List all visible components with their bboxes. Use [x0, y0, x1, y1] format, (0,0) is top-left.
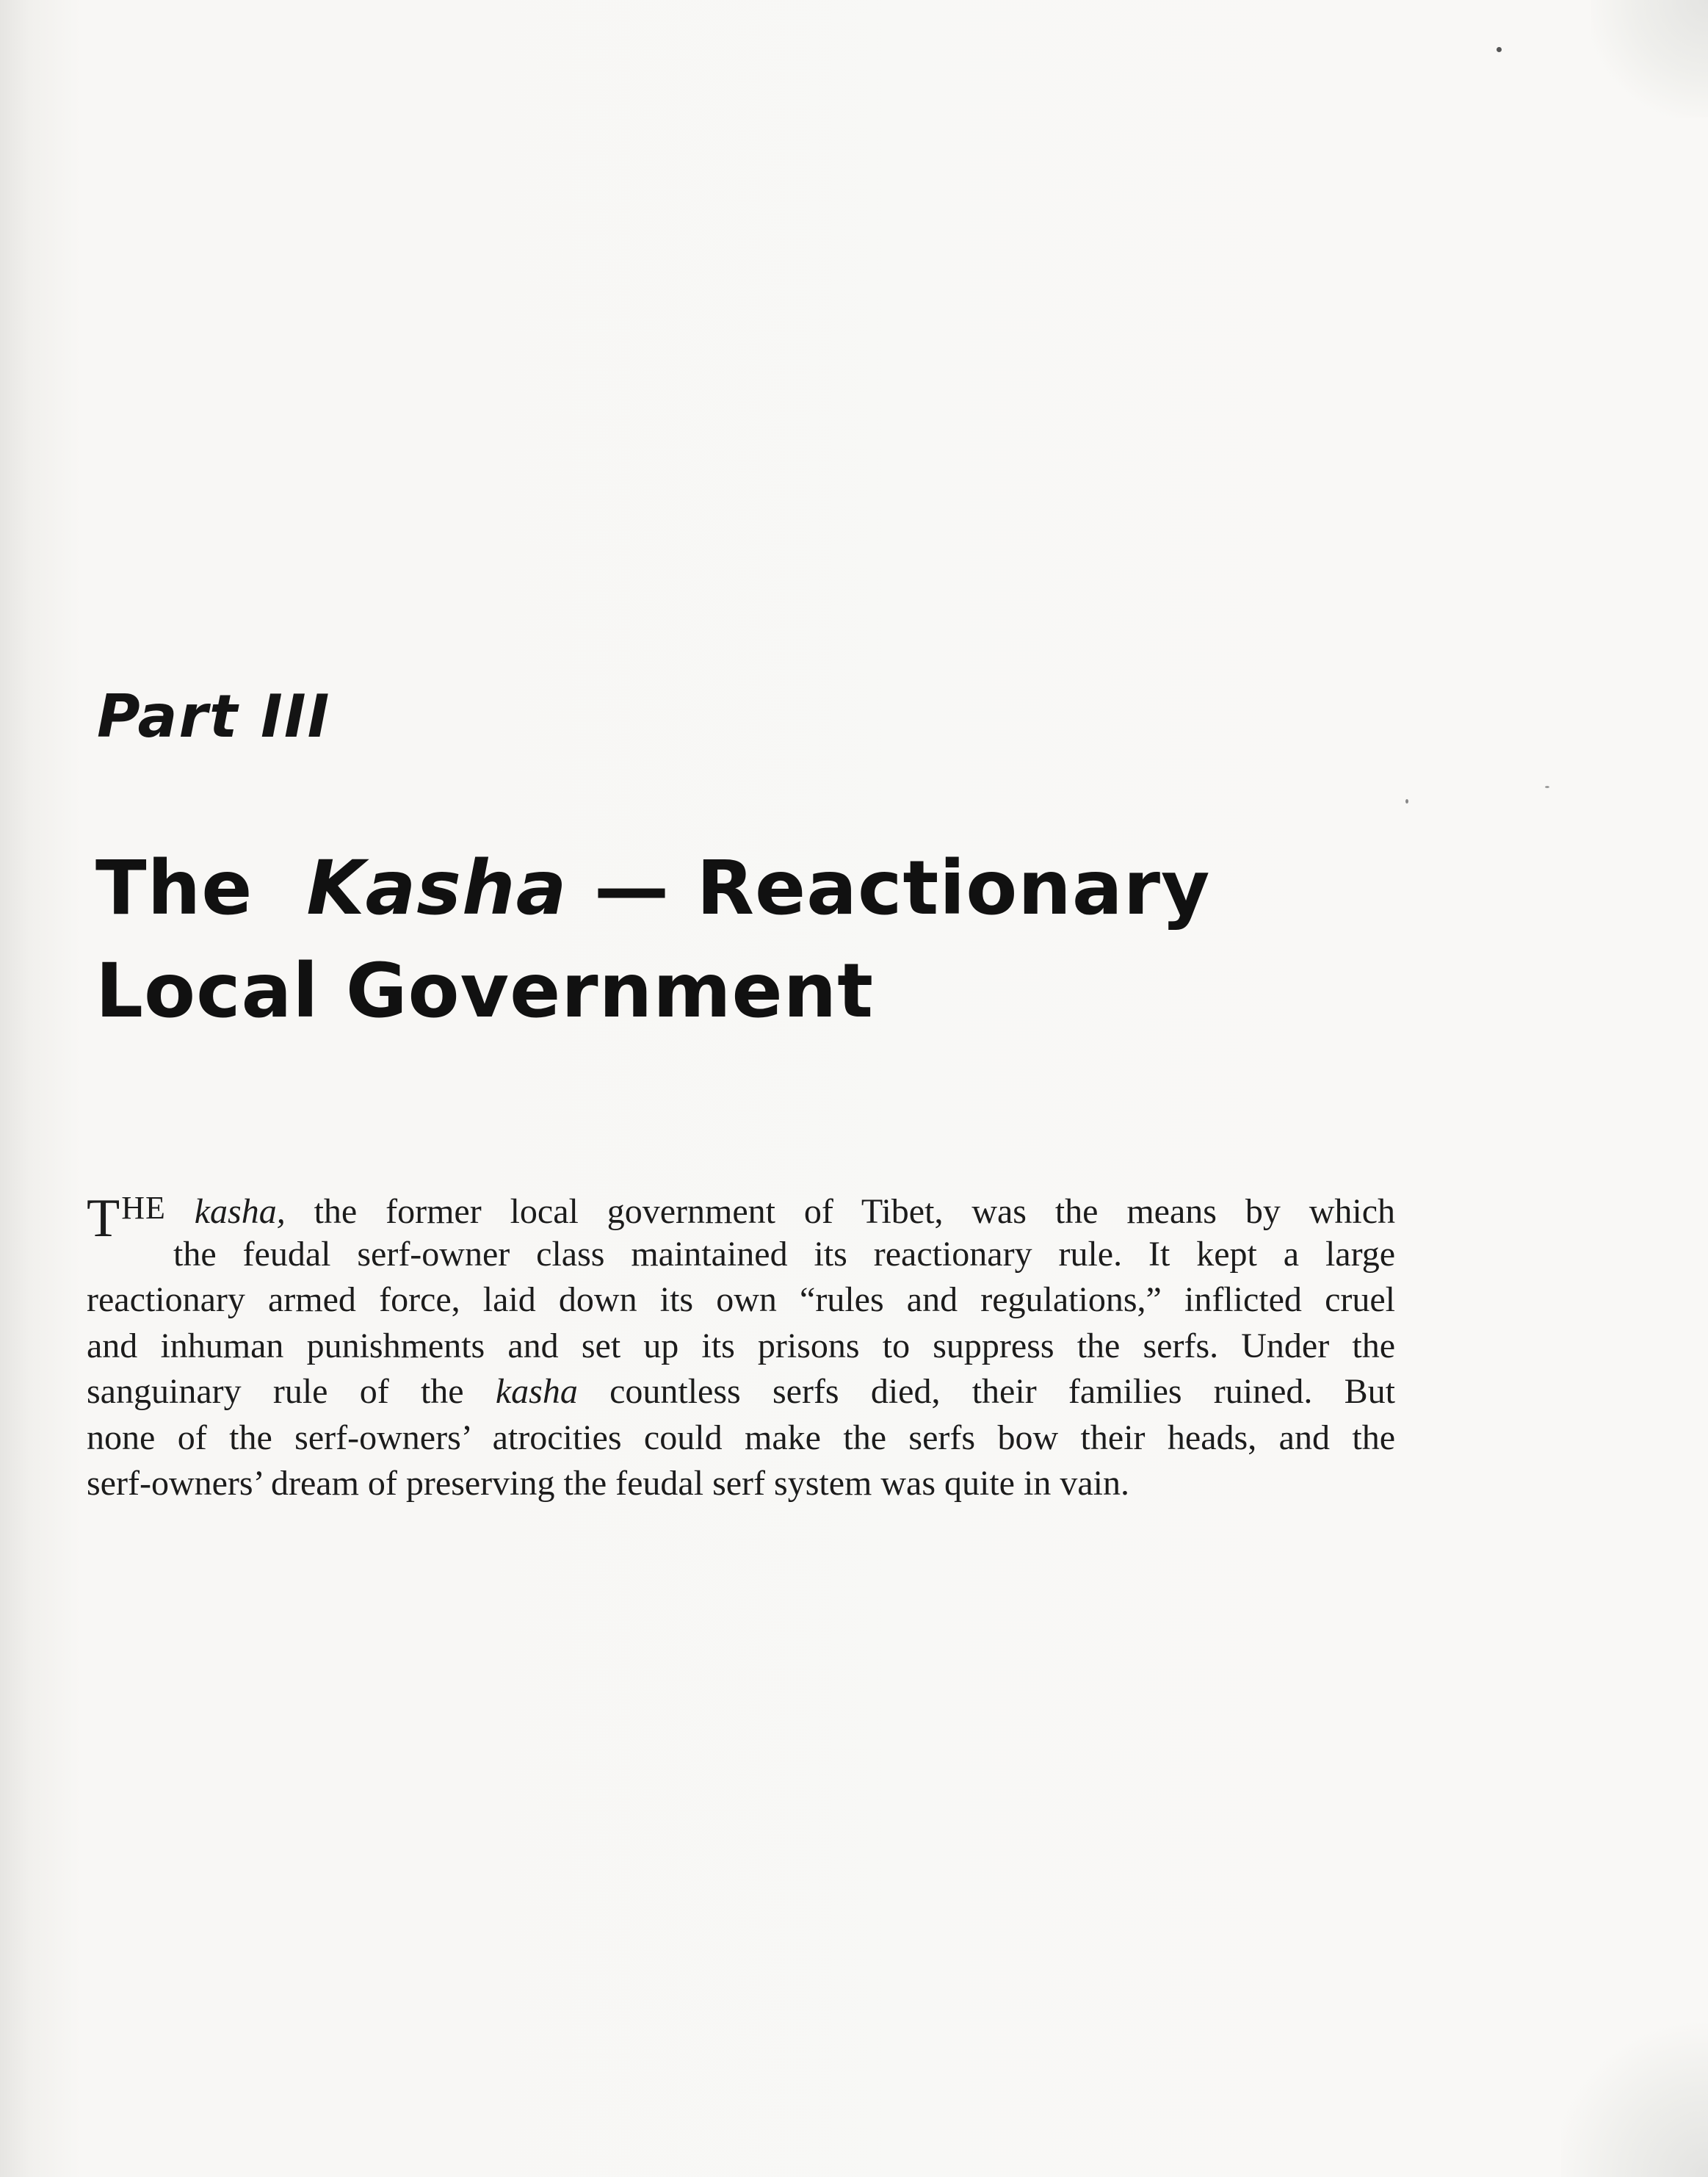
print-speck [1545, 786, 1549, 788]
paragraph-line: and inhuman punishments and set up its prisons to suppress the serfs. Under the [87, 1326, 1395, 1365]
paragraph-line: the feudal serf-owner class maintained its reactionary rule. It kept a large [173, 1234, 1395, 1274]
paragraph-line: serf-owners’ dream of preserving the feudal serf system was quite in vain. [87, 1464, 1129, 1503]
page-corner-shadow-bottom [1561, 2015, 1708, 2177]
print-speck [1405, 799, 1408, 804]
paragraph-line: sanguinary rule of the kasha countless serfs died, their families ruined. But [87, 1372, 1396, 1411]
chapter-title [95, 837, 1417, 1043]
chapter-title-line-2: Local Government [95, 947, 875, 1035]
page-corner-shadow [1591, 0, 1708, 118]
paragraph-line: reactionary armed force, laid down its own “rules and regulations,” inflicted cruel [87, 1280, 1395, 1319]
part-label: Part III [97, 682, 331, 751]
drop-cap: T [87, 1188, 120, 1249]
chapter-title-kasha: Kasha [306, 845, 568, 932]
paragraph-line: THE kasha, the former local government of Tibet, was the means by which [87, 1188, 1396, 1249]
paragraph-line: none of the serf-owners’ atrocities could make the serfs bow their heads, and the [87, 1418, 1395, 1457]
intro-paragraph [87, 1185, 1395, 1507]
chapter-title-line-1: The Kasha — Reactionary [95, 845, 1211, 932]
print-speck [1497, 47, 1502, 52]
